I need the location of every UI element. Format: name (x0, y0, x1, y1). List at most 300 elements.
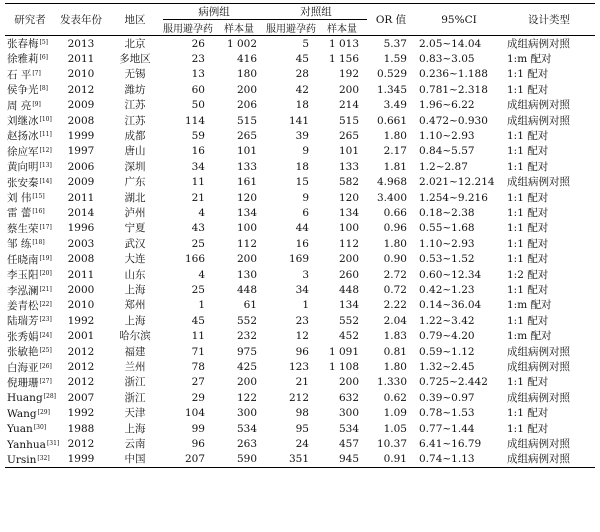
cell-or: 1.80 (383, 361, 407, 374)
cell-or: 0.661 (376, 114, 407, 127)
cell-case-oc-use: 207 (163, 452, 213, 468)
author-name: 徐雅莉 (7, 53, 39, 66)
cell-design: 1:1 配对 (507, 129, 549, 142)
cell-design: 成组病例对照 (507, 345, 570, 358)
cell-control-sample: 1 108 (328, 361, 359, 374)
cell-case-sample: 265 (236, 129, 257, 142)
cell-ci: 0.55~1.68 (419, 222, 475, 235)
cell-control-oc-use: 5 (302, 37, 309, 50)
cell-control-oc-use: 18 (295, 99, 309, 112)
cell-ci: 1.10~2.93 (419, 237, 475, 250)
cell-year: 2009 (67, 176, 95, 189)
cell-year: 2009 (67, 99, 95, 112)
cell-control-oc-use: 34 (295, 284, 309, 296)
cell-year: 2012 (67, 83, 95, 96)
cell-case-sample: 300 (236, 407, 257, 420)
cell-year: 2010 (67, 68, 95, 81)
cell-design: 1:2 配对 (507, 268, 549, 281)
cell-or: 2.22 (383, 299, 407, 312)
cell-case-oc-use: 34 (191, 160, 205, 173)
header-case-group: 病例组 (163, 4, 265, 20)
cell-case-oc-use: 23 (191, 52, 205, 65)
cell-design: 成组病例对照 (503, 452, 595, 468)
cell-or: 1.05 (383, 422, 407, 435)
cell-ci: 0.14~36.04 (419, 299, 482, 312)
cell-region: 多地区 (119, 52, 151, 65)
cell-control-oc-use: 351 (265, 452, 317, 468)
cell-author (5, 360, 55, 375)
cell-control-sample: 200 (338, 83, 359, 96)
table-row (5, 390, 595, 405)
table-row (5, 406, 595, 421)
cell-author (5, 267, 55, 282)
cell-author (5, 221, 55, 236)
cell-region: 江苏 (124, 114, 146, 127)
cell-region: 兰州 (124, 361, 146, 374)
cell-case-sample: 134 (236, 206, 257, 219)
cell-author (5, 205, 55, 220)
cell-ci: 0.59~1.12 (419, 345, 475, 358)
reference-number: [8] (39, 85, 48, 93)
reference-number: [12] (39, 146, 52, 154)
cell-year: 2014 (67, 206, 95, 219)
reference-number: [30] (33, 424, 47, 432)
cell-or: 0.81 (383, 345, 407, 358)
cell-region: 浙江 (124, 391, 146, 404)
cell-or: 2.72 (383, 268, 407, 281)
cell-ci: 0.236~1.188 (419, 68, 488, 81)
author-name: 姜青松 (7, 299, 39, 312)
cell-year: 2006 (67, 160, 95, 173)
cell-design: 1:1 配对 (507, 68, 549, 81)
cell-ci: 2.021~12.214 (419, 176, 495, 189)
cell-or: 0.90 (383, 253, 407, 266)
cell-control-oc-use: 18 (295, 160, 309, 173)
cell-author (5, 344, 55, 359)
cell-case-sample: 425 (236, 361, 257, 374)
cell-case-oc-use: 1 (198, 299, 205, 312)
cell-control-oc-use: 141 (288, 114, 309, 127)
cell-year: 2012 (67, 438, 95, 451)
reference-number: [26] (39, 362, 52, 370)
cell-region: 福建 (124, 345, 146, 358)
cell-case-oc-use: 25 (191, 237, 205, 250)
cell-control-oc-use: 15 (295, 176, 309, 189)
author-name: 李泓澜 (7, 284, 39, 297)
reference-number: [11] (39, 131, 52, 139)
cell-control-oc-use: 24 (295, 438, 309, 451)
author-name: 蔡生荣 (7, 222, 39, 235)
reference-number: [21] (39, 285, 52, 293)
cell-ci: 0.79~4.20 (419, 330, 475, 343)
cell-region: 天津 (124, 407, 146, 420)
cell-control-sample: 552 (338, 314, 359, 327)
cell-case-oc-use: 25 (191, 284, 205, 296)
cell-case-oc-use: 4 (198, 206, 205, 219)
cell-design: 1:1 配对 (507, 422, 549, 435)
cell-author (5, 390, 55, 405)
cell-control-oc-use: 21 (295, 376, 309, 389)
cell-region: 湖北 (124, 191, 146, 204)
cell-control-sample: 534 (338, 422, 359, 435)
cell-control-sample: 100 (338, 222, 359, 235)
cell-region: 中国 (107, 452, 163, 468)
author-name: Yuan (7, 423, 33, 436)
header-case-n: 样本量 (213, 20, 265, 36)
header-case-oc: 服用避孕药 (163, 20, 213, 36)
cell-case-oc-use: 104 (184, 407, 205, 420)
table-row (5, 360, 595, 375)
table-row (5, 51, 595, 66)
cell-ci: 2.05~14.04 (419, 37, 482, 50)
cell-case-sample: 206 (236, 99, 257, 112)
table-row (5, 421, 595, 436)
cell-control-sample: 133 (338, 160, 359, 173)
cell-case-sample: 180 (236, 68, 257, 81)
cell-or: 2.17 (383, 145, 407, 158)
cell-author (5, 421, 55, 436)
cell-year: 2012 (67, 361, 95, 374)
cell-case-sample: 112 (236, 237, 257, 250)
cell-control-sample: 134 (338, 299, 359, 312)
cell-case-oc-use: 11 (191, 176, 205, 189)
cell-ci: 0.78~1.53 (419, 407, 475, 420)
table-row (5, 144, 595, 159)
cell-control-sample: 214 (338, 99, 359, 112)
cell-design: 1:m 配对 (507, 52, 552, 65)
table-row (5, 375, 595, 390)
study-characteristics-table (5, 3, 595, 468)
cell-author (5, 144, 55, 159)
cell-design: 成组病例对照 (507, 114, 570, 127)
table-row (5, 298, 595, 313)
cell-year: 2012 (67, 376, 95, 389)
cell-control-sample: 1 013 (328, 37, 359, 50)
cell-region: 云南 (124, 438, 146, 451)
cell-case-oc-use: 114 (184, 114, 205, 127)
table-row (5, 267, 595, 282)
cell-author (5, 437, 60, 452)
author-name: 张春梅 (7, 38, 39, 50)
cell-design: 成组病例对照 (507, 438, 570, 451)
reference-number: [19] (39, 254, 52, 262)
cell-ci: 0.77~1.44 (419, 422, 475, 435)
cell-control-oc-use: 28 (295, 68, 309, 81)
reference-number: [6] (39, 54, 48, 62)
cell-design: 1:1 配对 (507, 253, 549, 266)
cell-ci: 0.84~5.57 (419, 145, 475, 158)
cell-region: 郑州 (124, 299, 146, 312)
cell-case-oc-use: 11 (191, 330, 205, 343)
cell-control-sample: 300 (338, 407, 359, 420)
cell-region: 唐山 (124, 145, 146, 158)
cell-design: 成组病例对照 (507, 391, 570, 404)
cell-control-oc-use: 39 (295, 129, 309, 142)
cell-case-oc-use: 27 (191, 376, 205, 389)
author-name: 李玉阳 (7, 269, 39, 282)
reference-number: [24] (39, 331, 52, 339)
table-row (5, 344, 595, 359)
cell-case-oc-use: 99 (191, 422, 205, 435)
cell-case-sample: 61 (243, 299, 257, 312)
author-name: 周 亮 (7, 99, 32, 112)
cell-case-oc-use: 26 (191, 37, 205, 50)
cell-region: 大连 (124, 253, 146, 266)
cell-region: 上海 (124, 314, 146, 327)
reference-number: [22] (39, 300, 52, 308)
cell-case-oc-use: 21 (191, 191, 205, 204)
cell-case-sample: 416 (236, 52, 257, 65)
cell-design: 成组病例对照 (507, 37, 570, 50)
cell-design: 1:1 配对 (507, 83, 549, 96)
cell-case-sample: 200 (236, 83, 257, 96)
cell-control-oc-use: 169 (288, 253, 309, 266)
cell-design: 1:1 配对 (507, 376, 549, 389)
cell-year: 2007 (67, 391, 95, 404)
cell-region: 成都 (124, 129, 146, 142)
table-row (5, 175, 595, 190)
table-row (5, 159, 595, 174)
cell-case-oc-use: 50 (191, 99, 205, 112)
header-region: 地区 (107, 4, 163, 36)
cell-region: 上海 (124, 284, 146, 296)
cell-year: 2000 (67, 284, 95, 296)
cell-region: 浙江 (124, 376, 146, 389)
reference-number: [10] (39, 116, 52, 124)
cell-control-oc-use: 12 (295, 330, 309, 343)
cell-case-oc-use: 60 (191, 83, 205, 96)
cell-year: 2003 (67, 237, 95, 250)
cell-year: 1992 (67, 314, 95, 327)
reference-number: [29] (37, 408, 50, 416)
cell-control-sample: 1 091 (328, 345, 359, 358)
cell-or: 1.330 (376, 376, 407, 389)
reference-number: [28] (43, 393, 56, 401)
cell-year: 1996 (67, 222, 95, 235)
study-table-container (5, 0, 595, 468)
table-row (5, 452, 595, 468)
table-row (5, 221, 595, 236)
cell-control-sample: 134 (338, 206, 359, 219)
cell-ci: 0.725~2.442 (419, 376, 488, 389)
cell-case-sample: 515 (236, 114, 257, 127)
table-row (5, 128, 595, 143)
cell-or: 0.96 (383, 222, 407, 235)
cell-author (5, 375, 55, 390)
cell-case-sample: 975 (236, 345, 257, 358)
cell-or: 0.66 (383, 206, 407, 219)
cell-control-oc-use: 123 (288, 361, 309, 374)
cell-control-oc-use: 98 (295, 407, 309, 420)
header-author: 研究者 (5, 4, 55, 36)
author-name: 倪珊珊 (7, 376, 39, 389)
cell-control-sample: 112 (338, 237, 359, 250)
reference-number: [25] (39, 347, 52, 355)
cell-year: 2010 (67, 299, 95, 312)
table-row (5, 98, 595, 113)
cell-control-oc-use: 45 (295, 52, 309, 65)
table-row (5, 113, 595, 128)
cell-year: 1999 (55, 452, 107, 468)
cell-ci: 0.83~3.05 (419, 52, 475, 65)
cell-ci: 0.42~1.23 (419, 284, 475, 296)
cell-control-oc-use: 16 (295, 237, 309, 250)
cell-control-oc-use: 9 (302, 191, 309, 204)
cell-control-oc-use: 95 (295, 422, 309, 435)
table-body (5, 36, 595, 468)
cell-or: 1.80 (383, 237, 407, 250)
cell-control-oc-use: 9 (302, 145, 309, 158)
header-ctrl-n: 样本量 (317, 20, 367, 36)
author-name: Ursin (7, 453, 37, 466)
table-row (5, 82, 595, 97)
cell-case-sample: 552 (236, 314, 257, 327)
reference-number: [5] (39, 39, 48, 46)
author-name: 徐应军 (7, 145, 39, 158)
cell-or: 1.81 (383, 160, 407, 173)
header-year: 发表年份 (55, 4, 107, 36)
cell-control-sample: 265 (338, 129, 359, 142)
author-name: Yanhua (7, 438, 46, 451)
cell-case-oc-use: 166 (184, 253, 205, 266)
cell-region: 哈尔滨 (119, 330, 151, 343)
cell-control-sample: 200 (338, 253, 359, 266)
cell-case-sample: 263 (236, 438, 257, 451)
cell-ci: 1.22~3.42 (419, 314, 475, 327)
cell-ci: 0.53~1.52 (419, 253, 475, 266)
author-name: 邹 练 (7, 238, 32, 251)
cell-case-oc-use: 29 (191, 391, 205, 404)
cell-year: 2011 (67, 52, 95, 65)
author-name: 张安秦 (7, 176, 39, 189)
cell-ci: 1.96~6.22 (419, 99, 475, 112)
cell-control-sample: 260 (338, 268, 359, 281)
cell-ci: 1.32~2.45 (419, 361, 475, 374)
table-row (5, 283, 595, 298)
cell-ci: 6.41~16.79 (419, 438, 482, 451)
cell-author (5, 452, 55, 468)
author-name: 雷 蕾 (7, 207, 32, 220)
cell-region: 江苏 (124, 99, 146, 112)
table-row (5, 236, 595, 251)
cell-ci: 0.74~1.13 (415, 452, 503, 468)
cell-control-sample: 457 (338, 438, 359, 451)
cell-year: 1992 (67, 407, 95, 420)
header-or: OR 值 (367, 4, 415, 36)
cell-design: 1:1 配对 (507, 160, 549, 173)
cell-case-oc-use: 78 (191, 361, 205, 374)
cell-or: 2.04 (383, 314, 407, 327)
cell-case-sample: 200 (236, 376, 257, 389)
cell-or: 0.72 (383, 284, 407, 296)
cell-author (5, 236, 55, 251)
cell-region: 潍坊 (124, 83, 146, 96)
cell-ci: 0.472~0.930 (419, 114, 488, 127)
cell-region: 上海 (124, 422, 146, 435)
cell-design: 成组病例对照 (507, 361, 570, 374)
cell-ci: 0.781~2.318 (419, 83, 488, 96)
cell-author (5, 67, 55, 82)
cell-year: 2011 (67, 191, 95, 204)
cell-case-oc-use: 45 (191, 314, 205, 327)
cell-author (5, 82, 55, 97)
cell-case-sample: 120 (236, 191, 257, 204)
cell-control-oc-use: 3 (302, 268, 309, 281)
cell-or: 10.37 (376, 438, 407, 451)
cell-author (5, 329, 55, 344)
reference-number: [13] (39, 162, 52, 170)
cell-region: 无锡 (124, 68, 146, 81)
cell-case-sample: 200 (236, 253, 257, 266)
cell-or: 0.529 (376, 68, 407, 81)
cell-control-oc-use: 44 (295, 222, 309, 235)
cell-control-sample: 192 (338, 68, 359, 81)
cell-design: 1:1 配对 (507, 407, 549, 420)
cell-year: 2008 (67, 253, 95, 266)
cell-control-sample: 1 156 (328, 52, 359, 65)
cell-control-oc-use: 42 (295, 83, 309, 96)
cell-design: 1:m 配对 (507, 299, 552, 312)
cell-design: 1:1 配对 (507, 206, 549, 219)
cell-design: 1:1 配对 (507, 284, 549, 296)
table-row (5, 67, 595, 82)
cell-control-oc-use: 1 (302, 299, 309, 312)
table-row (5, 252, 595, 267)
cell-control-sample: 101 (338, 145, 359, 158)
reference-number: [17] (39, 223, 52, 231)
cell-design: 1:m 配对 (507, 330, 552, 343)
cell-region: 广东 (124, 176, 146, 189)
cell-region: 武汉 (124, 237, 146, 250)
cell-author (5, 190, 55, 205)
header-control-group: 对照组 (265, 4, 367, 20)
cell-control-sample: 632 (338, 391, 359, 404)
table-row (5, 190, 595, 205)
cell-region: 北京 (124, 37, 146, 50)
table-header (5, 4, 595, 36)
cell-case-oc-use: 71 (191, 345, 205, 358)
author-name: 刘继冰 (7, 115, 39, 128)
cell-case-sample: 161 (236, 176, 257, 189)
cell-case-sample: 130 (236, 268, 257, 281)
reference-number: [15] (32, 193, 45, 201)
cell-year: 1997 (67, 145, 95, 158)
cell-author (5, 113, 55, 128)
cell-ci: 0.39~0.97 (419, 391, 475, 404)
table-row (5, 205, 595, 220)
cell-ci: 1.2~2.87 (419, 160, 468, 173)
cell-control-sample: 515 (338, 114, 359, 127)
cell-control-sample: 452 (338, 330, 359, 343)
cell-or: 3.400 (376, 191, 407, 204)
cell-or: 4.968 (376, 176, 407, 189)
author-name: 张敏艳 (7, 346, 39, 359)
author-name: Huang (7, 392, 43, 405)
cell-region: 山东 (124, 268, 146, 281)
cell-case-oc-use: 59 (191, 129, 205, 142)
cell-case-oc-use: 4 (198, 268, 205, 281)
cell-case-sample: 101 (236, 145, 257, 158)
cell-author (5, 175, 55, 190)
cell-case-oc-use: 43 (191, 222, 205, 235)
reference-number: [9] (32, 100, 41, 108)
cell-year: 2008 (67, 114, 95, 127)
cell-control-sample: 582 (338, 176, 359, 189)
cell-ci: 1.10~2.93 (419, 129, 475, 142)
reference-number: [32] (37, 454, 50, 462)
cell-author (5, 298, 55, 313)
header-ctrl-oc: 服用避孕药 (265, 20, 317, 36)
